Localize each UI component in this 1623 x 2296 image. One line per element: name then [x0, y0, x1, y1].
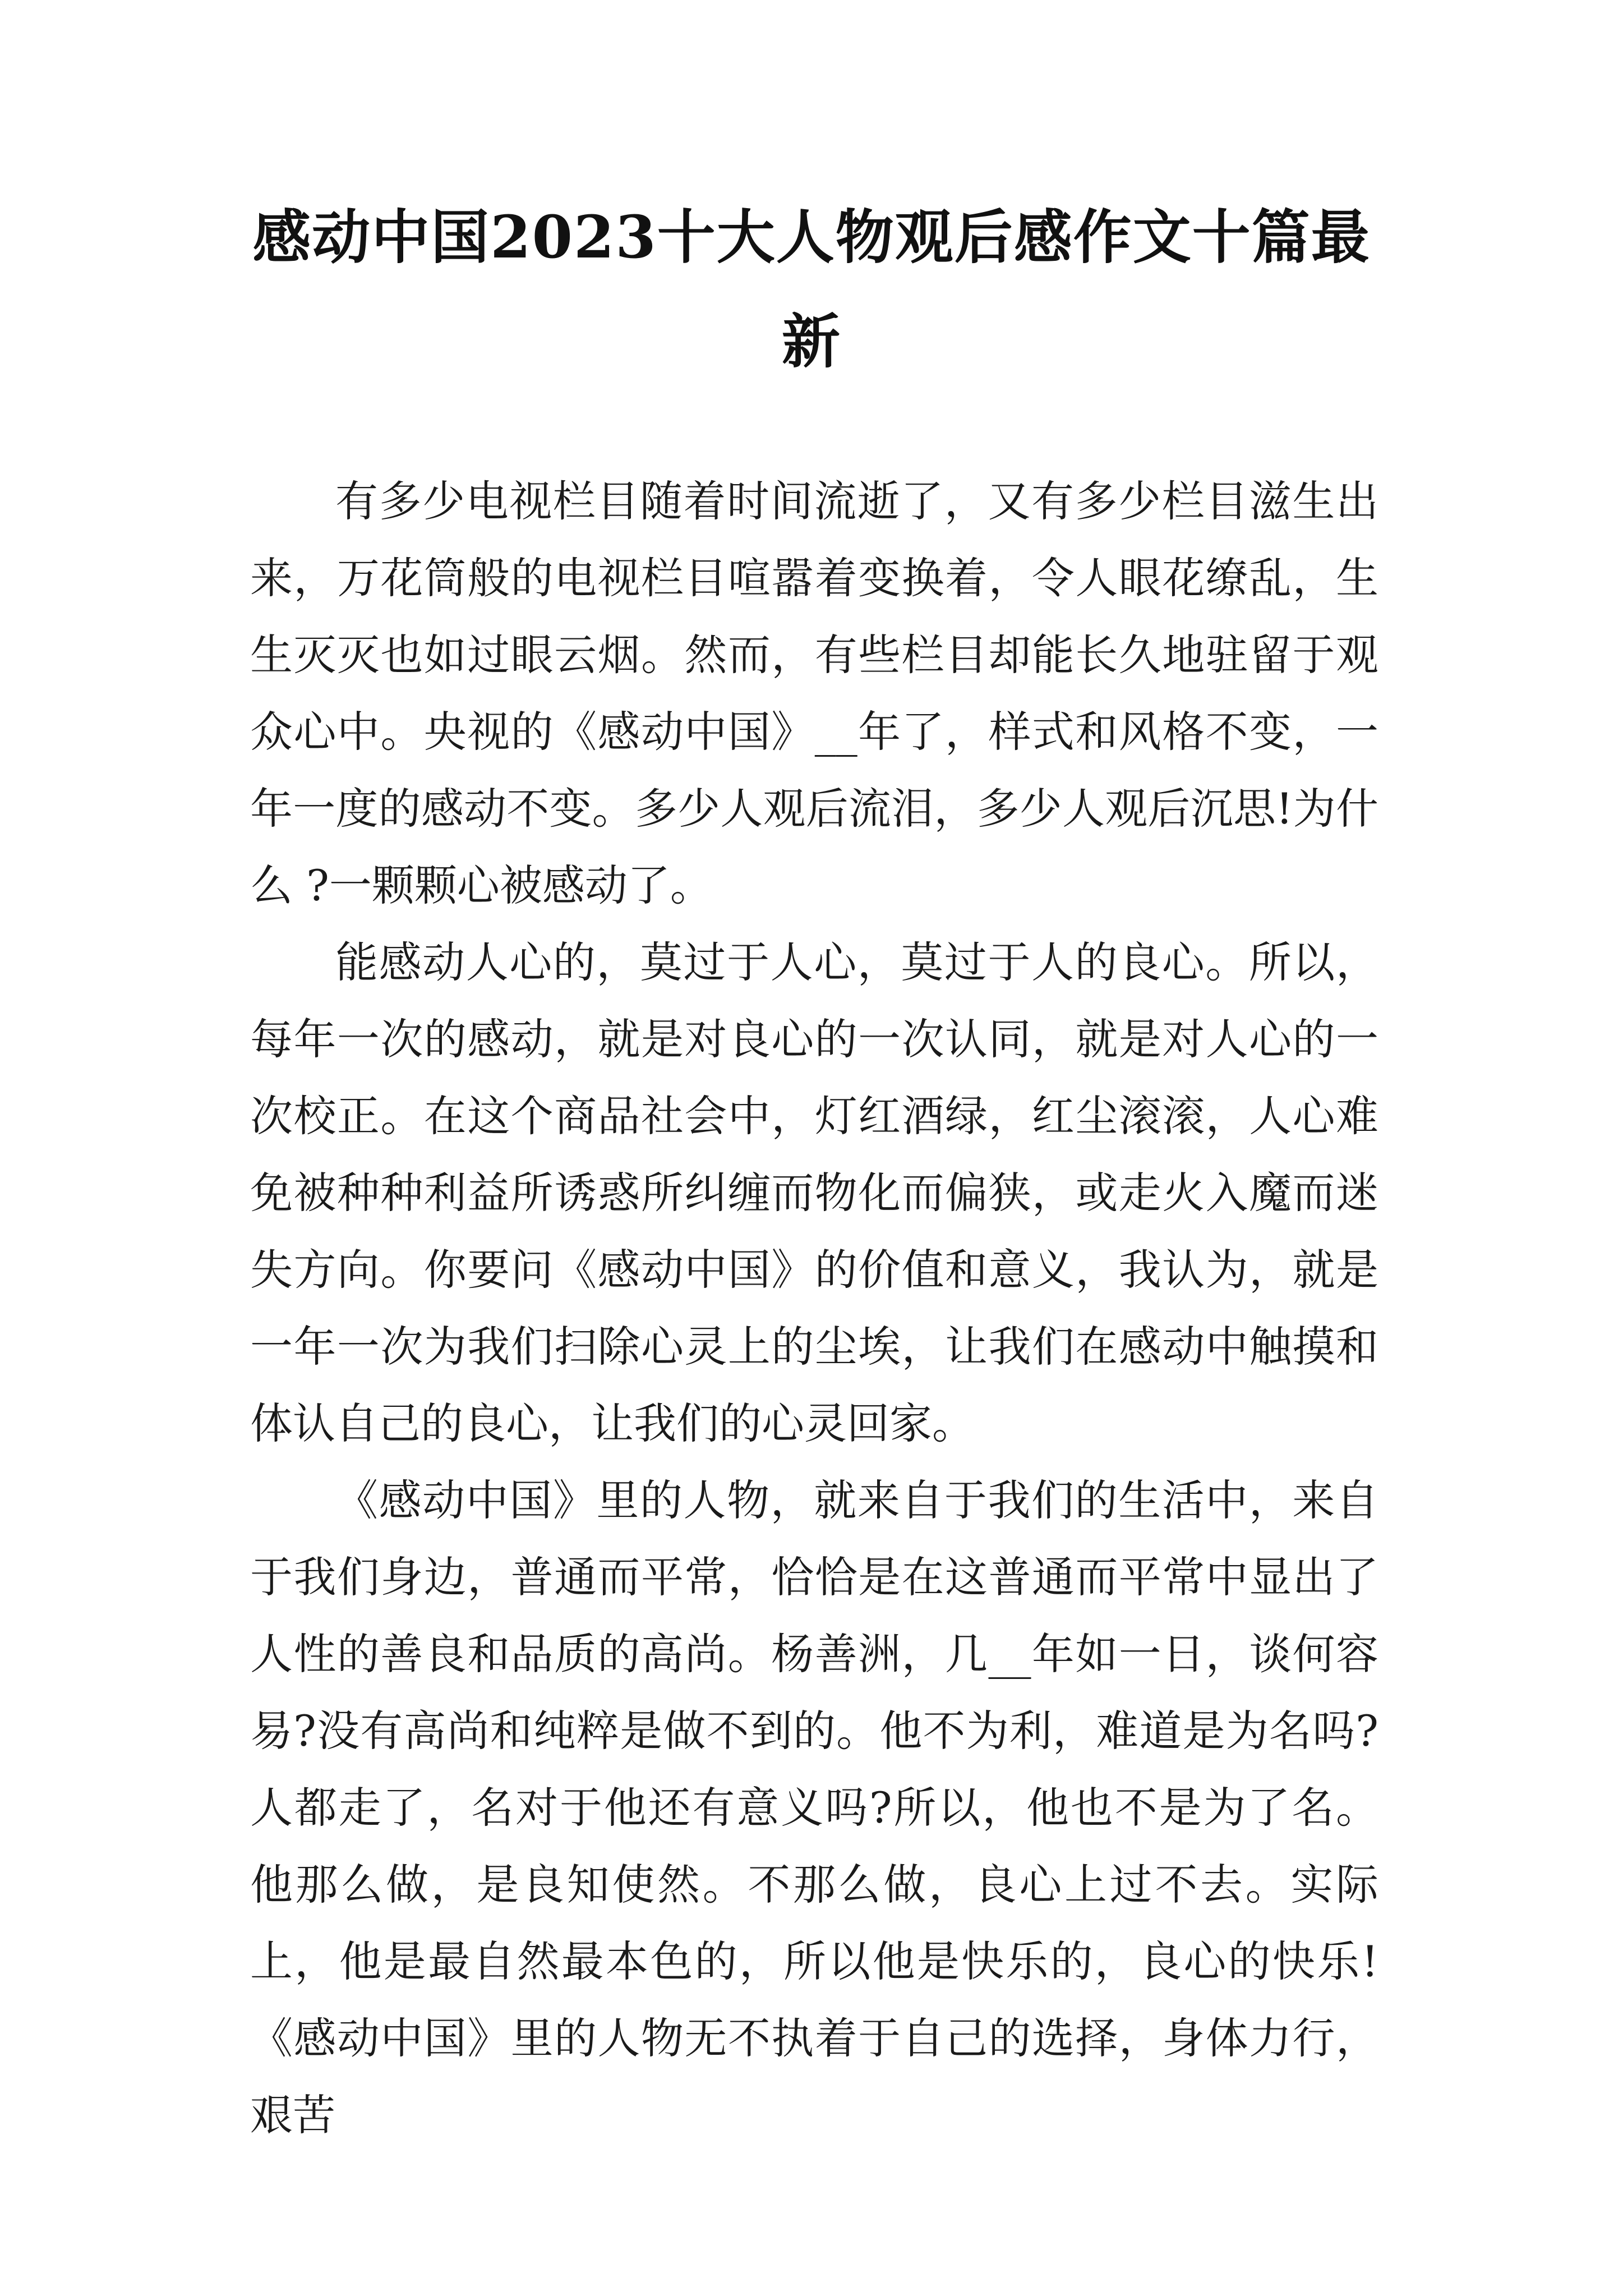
- paragraph-1: 有多少电视栏目随着时间流逝了，又有多少栏目滋生出来，万花筒般的电视栏目喧嚣着变换着，令人眼花缭乱，生生灭灭也如过眼云烟。然而，有些栏目却能长久地驻留于观众心中。央视的《感动中国》__年了，样式和风格不变，一年一度的感动不变。多少人观后流泪，多少人观后沉思!为什么 ?一颗颗心被感动了。: [250, 476, 1378, 910]
- document-body: [250, 463, 1378, 2154]
- paragraph-3: 《感动中国》里的人物，就来自于我们的生活中，来自于我们身边，普通而平常，恰恰是在这普通而平常中显出了人性的善良和品质的高尚。杨善洲，几__年如一日，谈何容易?没有高尚和纯粹是做不到的。他不为利，难道是为名吗?人都走了，名对于他还有意义吗?所以，他也不是为了名。他那么做，是良知使然。不那么做，良心上过不去。实际上，他是最自然最本色的，所以他是快乐的，良心的快乐!《感动中国》里的人物无不执着于自己的选择，身体力行，艰苦: [250, 1475, 1378, 2140]
- paragraph-2: 能感动人心的，莫过于人心，莫过于人的良心。所以，每年一次的感动，就是对良心的一次认同，就是对人心的一次校正。在这个商品社会中，灯红酒绿，红尘滚滚，人心难免被种种利益所诱惑所纠缠而物化而偏狭，或走火入魔而迷失方向。你要问《感动中国》的价值和意义，我认为，就是一年一次为我们扫除心灵上的尘埃，让我们在感动中触摸和体认自己的良心，让我们的心灵回家。: [250, 937, 1378, 1448]
- document-title: 感动中国2023十大人物观后感作文十篇最新: [252, 203, 1371, 376]
